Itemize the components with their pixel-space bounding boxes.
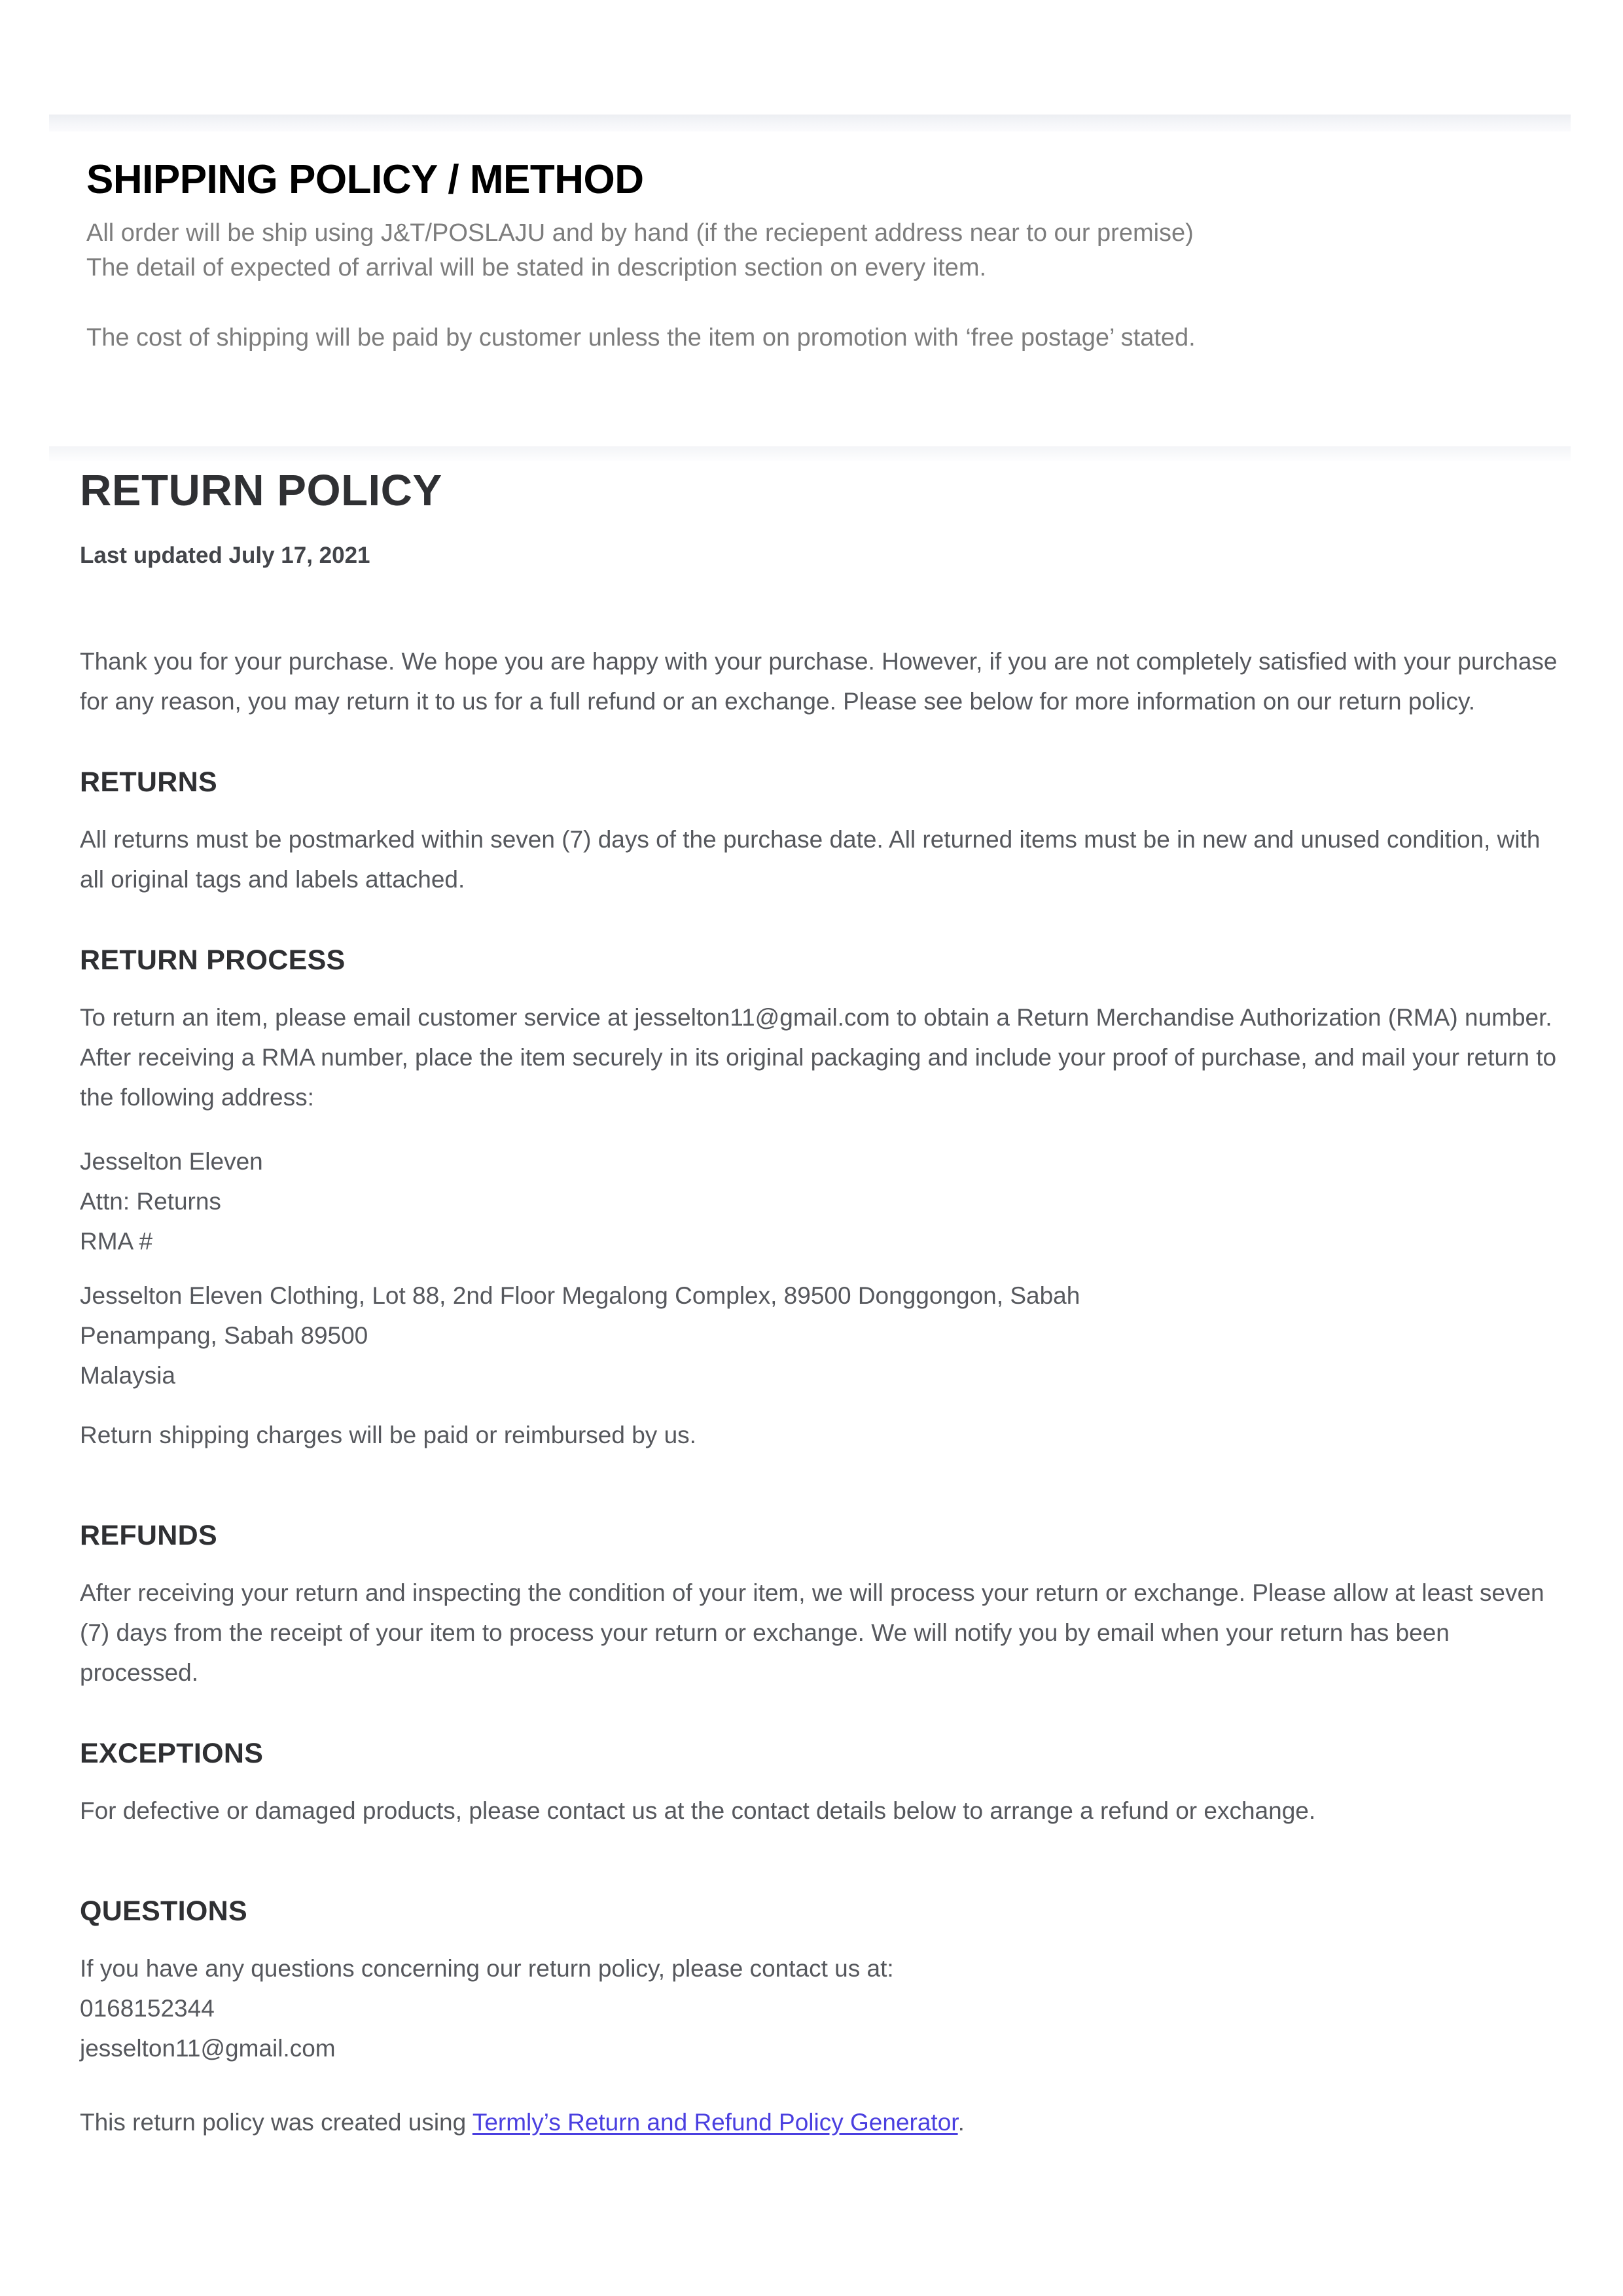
shipping-policy-line-2: The detail of expected of arrival will be stated in description section on every item. <box>86 254 987 281</box>
questions-paragraph: If you have any questions concerning our return policy, please contact us at: <box>80 1955 894 1982</box>
returns-heading: RETURNS <box>80 766 217 798</box>
exceptions-paragraph: For defective or damaged products, please contact us at the contact details below to arrange a refund or exchange. <box>80 1797 1316 1824</box>
paragraph-spacer <box>86 285 1565 321</box>
address-line-rma: RMA # <box>80 1228 153 1255</box>
return-process-paragraph: To return an item, please email customer service at jesselton11@gmail.com to obtain a Return Merchandise Authorization (RMA) number. After receiving a RMA number, place the item securely in its original packaging and include your proof of purchase, and mail your return to the following address: <box>80 1004 1557 1111</box>
section-divider-band <box>49 446 1571 461</box>
return-policy-heading: RETURN POLICY <box>80 466 442 515</box>
return-policy-intro-paragraph: Thank you for your purchase. We hope you are happy with your purchase. However, if you are not completely satisfied with your purchase for any reason, you may return it to us for a full refund or an exchange. Please see below for more information on our return policy. <box>80 648 1558 715</box>
questions-heading: QUESTIONS <box>80 1895 247 1927</box>
return-policy-section <box>80 465 1565 2166</box>
refunds-heading: REFUNDS <box>80 1520 217 1551</box>
credit-prefix-text: This return policy was created using <box>80 2109 473 2136</box>
shipping-policy-section <box>86 156 1565 355</box>
contact-email-address: jesselton11@gmail.com <box>80 2035 336 2062</box>
policy-generator-credit <box>80 2102 1565 2142</box>
contact-phone-number: 0168152344 <box>80 1995 215 2022</box>
return-shipping-charges-note: Return shipping charges will be paid or reimbursed by us. <box>80 1422 696 1448</box>
shipping-policy-line-3: The cost of shipping will be paid by customer unless the item on promotion with ‘free postage’ stated. <box>86 324 1196 351</box>
address-spacer <box>80 1261 1565 1276</box>
questions-contact-block <box>80 1948 1565 2068</box>
address-line-city: Penampang, Sabah 89500 <box>80 1322 368 1349</box>
returns-paragraph: All returns must be postmarked within seven (7) days of the purchase date. All returned items must be in new and unused condition, with all original tags and labels attached. <box>80 826 1541 893</box>
termly-generator-link[interactable]: Termly’s Return and Refund Policy Generator <box>472 2109 958 2136</box>
credit-suffix-text: . <box>957 2109 965 2136</box>
shipping-policy-heading: SHIPPING POLICY / METHOD <box>86 157 644 202</box>
exceptions-heading: EXCEPTIONS <box>80 1738 264 1769</box>
return-address-block <box>80 1141 1565 1395</box>
refunds-paragraph: After receiving your return and inspecting the condition of your item, we will process your return or exchange. Please allow at least seven (7) days from the receipt of your item to process your return or exchange. We will notify you by email when your return has been processed. <box>80 1579 1544 1686</box>
address-line-company: Jesselton Eleven <box>80 1148 263 1175</box>
address-line-country: Malaysia <box>80 1362 175 1389</box>
last-updated-date: Last updated July 17, 2021 <box>80 543 370 568</box>
address-line-street: Jesselton Eleven Clothing, Lot 88, 2nd Floor Megalong Complex, 89500 Donggongon, Sabah <box>80 1282 1080 1309</box>
shipping-policy-body <box>86 216 1565 355</box>
shipping-policy-line-1: All order will be ship using J&T/POSLAJU and by hand (if the reciepent address near to our premise) <box>86 219 1194 247</box>
return-process-heading: RETURN PROCESS <box>80 944 346 976</box>
address-line-attn: Attn: Returns <box>80 1188 221 1215</box>
top-divider-band <box>49 115 1571 132</box>
